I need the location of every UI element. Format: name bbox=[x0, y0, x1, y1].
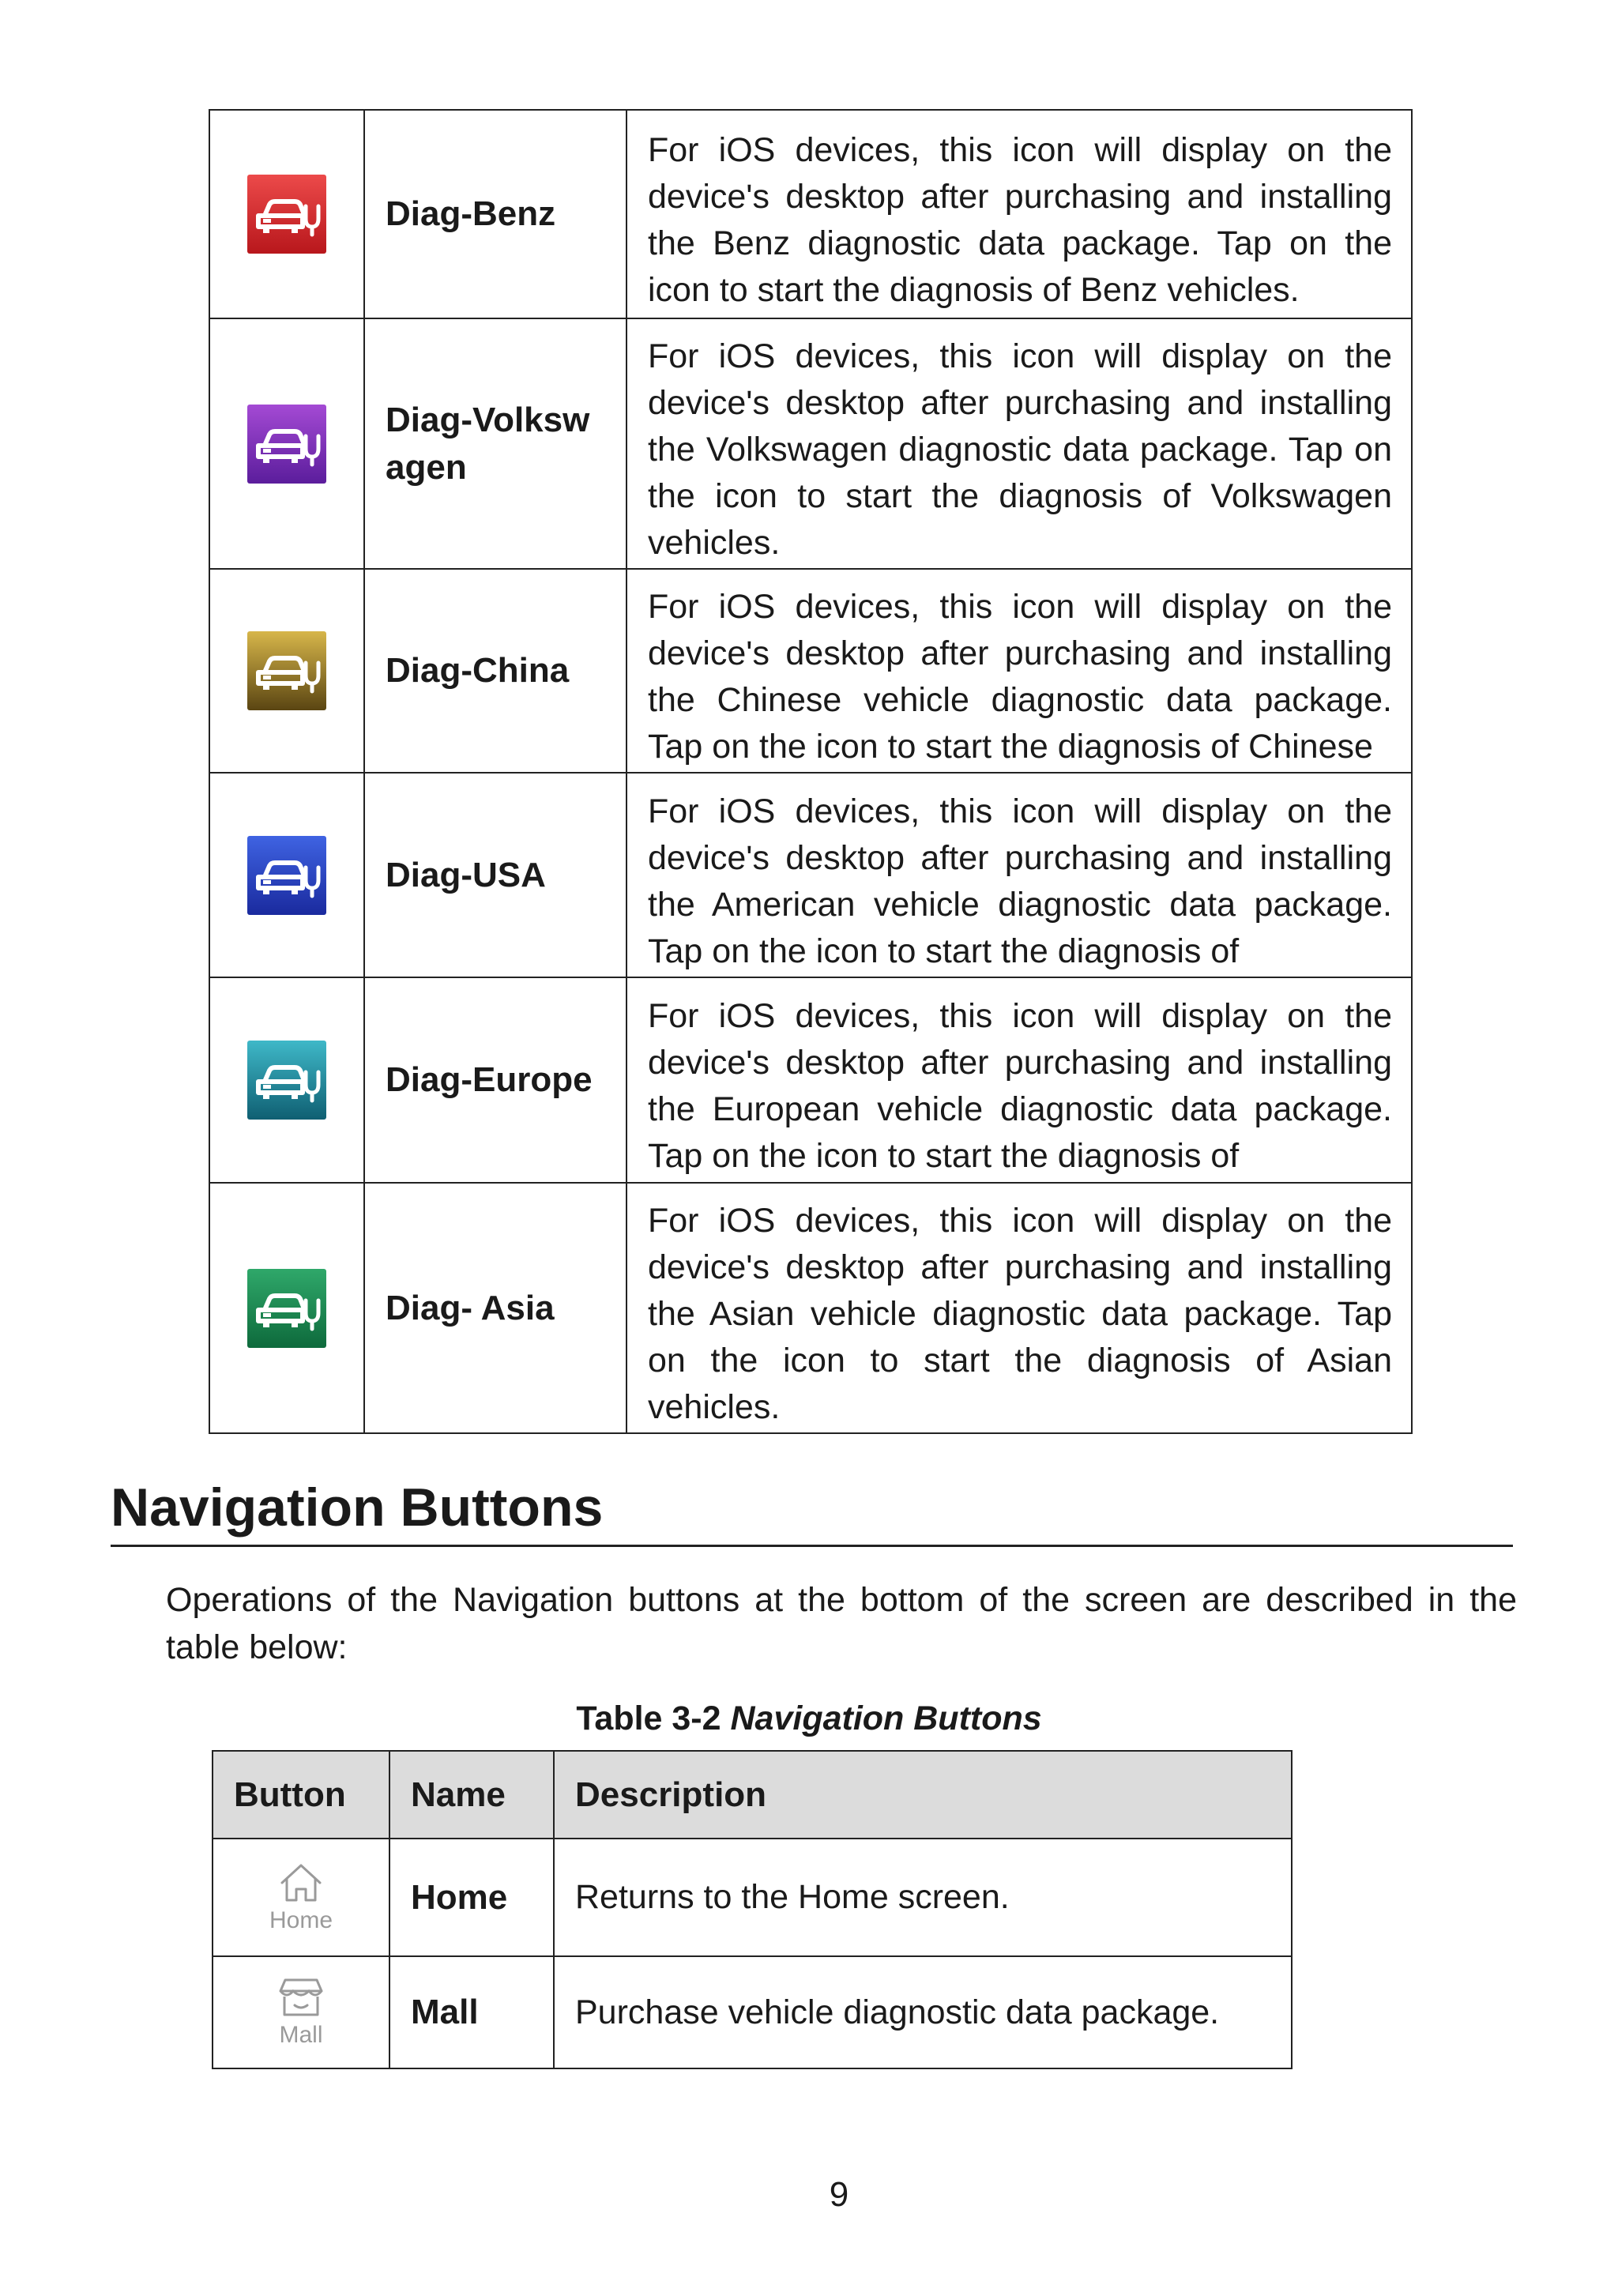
icon-cell bbox=[209, 569, 364, 773]
icon-cell bbox=[209, 773, 364, 977]
icon-cell bbox=[209, 977, 364, 1183]
mall-icon bbox=[213, 1975, 389, 2019]
table-caption bbox=[0, 1695, 1618, 1742]
table-row bbox=[209, 569, 1412, 773]
app-description: For iOS devices, this icon will display on the device's desktop after purchasing and installing the Benz diagnostic data package. Tap on the icon to start the diagnosis of Benz vehicles. bbox=[648, 131, 1392, 309]
table-row bbox=[209, 110, 1412, 318]
nav-button-cell bbox=[213, 1956, 389, 2068]
app-name: Diag-Volkswagen bbox=[386, 400, 590, 487]
app-name: Diag-USA bbox=[364, 773, 627, 977]
home-icon-label: Home bbox=[269, 1906, 333, 1933]
nav-button-description: Returns to the Home screen. bbox=[554, 1839, 1292, 1956]
icon-cell bbox=[209, 1183, 364, 1433]
app-description: For iOS devices, this icon will display on the device's desktop after purchasing and installing the American vehicle diagnostic data package. Tap on the icon to start the diagnosis of bbox=[648, 792, 1392, 970]
table-header-row bbox=[213, 1751, 1292, 1839]
header-description: Description bbox=[554, 1751, 1292, 1839]
diag-benz-icon bbox=[247, 175, 326, 254]
nav-button-description: Purchase vehicle diagnostic data package. bbox=[554, 1956, 1292, 2068]
home-icon bbox=[213, 1861, 389, 1905]
header-button: Button bbox=[213, 1751, 389, 1839]
diag-volkswagen-icon bbox=[247, 405, 326, 484]
table-row bbox=[209, 773, 1412, 977]
table-row bbox=[213, 1839, 1292, 1956]
section-title: Navigation Buttons bbox=[111, 1477, 604, 1538]
icon-cell bbox=[209, 110, 364, 318]
table-row bbox=[213, 1956, 1292, 2068]
app-description: For iOS devices, this icon will display on the device's desktop after purchasing and installing the Asian vehicle diagnostic data package. Tap on the icon to start the diagnosis of Asian vehicles. bbox=[648, 1202, 1392, 1426]
icon-cell bbox=[209, 318, 364, 569]
table-row bbox=[209, 1183, 1412, 1433]
caption-title: Navigation Buttons bbox=[730, 1699, 1042, 1737]
app-name: Diag-China bbox=[364, 569, 627, 773]
section-divider bbox=[111, 1545, 1513, 1547]
app-name: Diag-Benz bbox=[364, 110, 627, 318]
app-description: For iOS devices, this icon will display on the device's desktop after purchasing and installing the Volkswagen diagnostic data package. Tap on the icon to start the diagnosis of Volkswagen vehicles. bbox=[648, 337, 1392, 562]
nav-button-name: Mall bbox=[389, 1956, 554, 2068]
app-description: For iOS devices, this icon will display on the device's desktop after purchasing and installing the European vehicle diagnostic data package. Tap on the icon to start the diagnosis of bbox=[648, 997, 1392, 1175]
page-number: 9 bbox=[829, 2175, 849, 2214]
icon-table bbox=[209, 109, 1413, 1434]
header-name: Name bbox=[389, 1751, 554, 1839]
diag-europe-icon bbox=[247, 1041, 326, 1120]
app-name: Diag- Asia bbox=[364, 1183, 627, 1433]
caption-number: Table 3-2 bbox=[576, 1699, 731, 1737]
table-row bbox=[209, 977, 1412, 1183]
diag-china-icon bbox=[247, 631, 326, 710]
table-row bbox=[209, 318, 1412, 569]
mall-icon-label: Mall bbox=[279, 2022, 323, 2048]
nav-button-cell bbox=[213, 1839, 389, 1956]
diag-asia-icon bbox=[247, 1269, 326, 1348]
app-name: Diag-Europe bbox=[364, 977, 627, 1183]
diag-usa-icon bbox=[247, 836, 326, 915]
app-description: For iOS devices, this icon will display on the device's desktop after purchasing and installing the Chinese vehicle diagnostic data package. Tap on the icon to start the diagnosis of Chinese bbox=[648, 588, 1392, 766]
navigation-buttons-table bbox=[212, 1750, 1293, 2069]
nav-button-name: Home bbox=[389, 1839, 554, 1956]
intro-paragraph: Operations of the Navigation buttons at the bottom of the screen are described in the table below: bbox=[166, 1581, 1517, 1666]
